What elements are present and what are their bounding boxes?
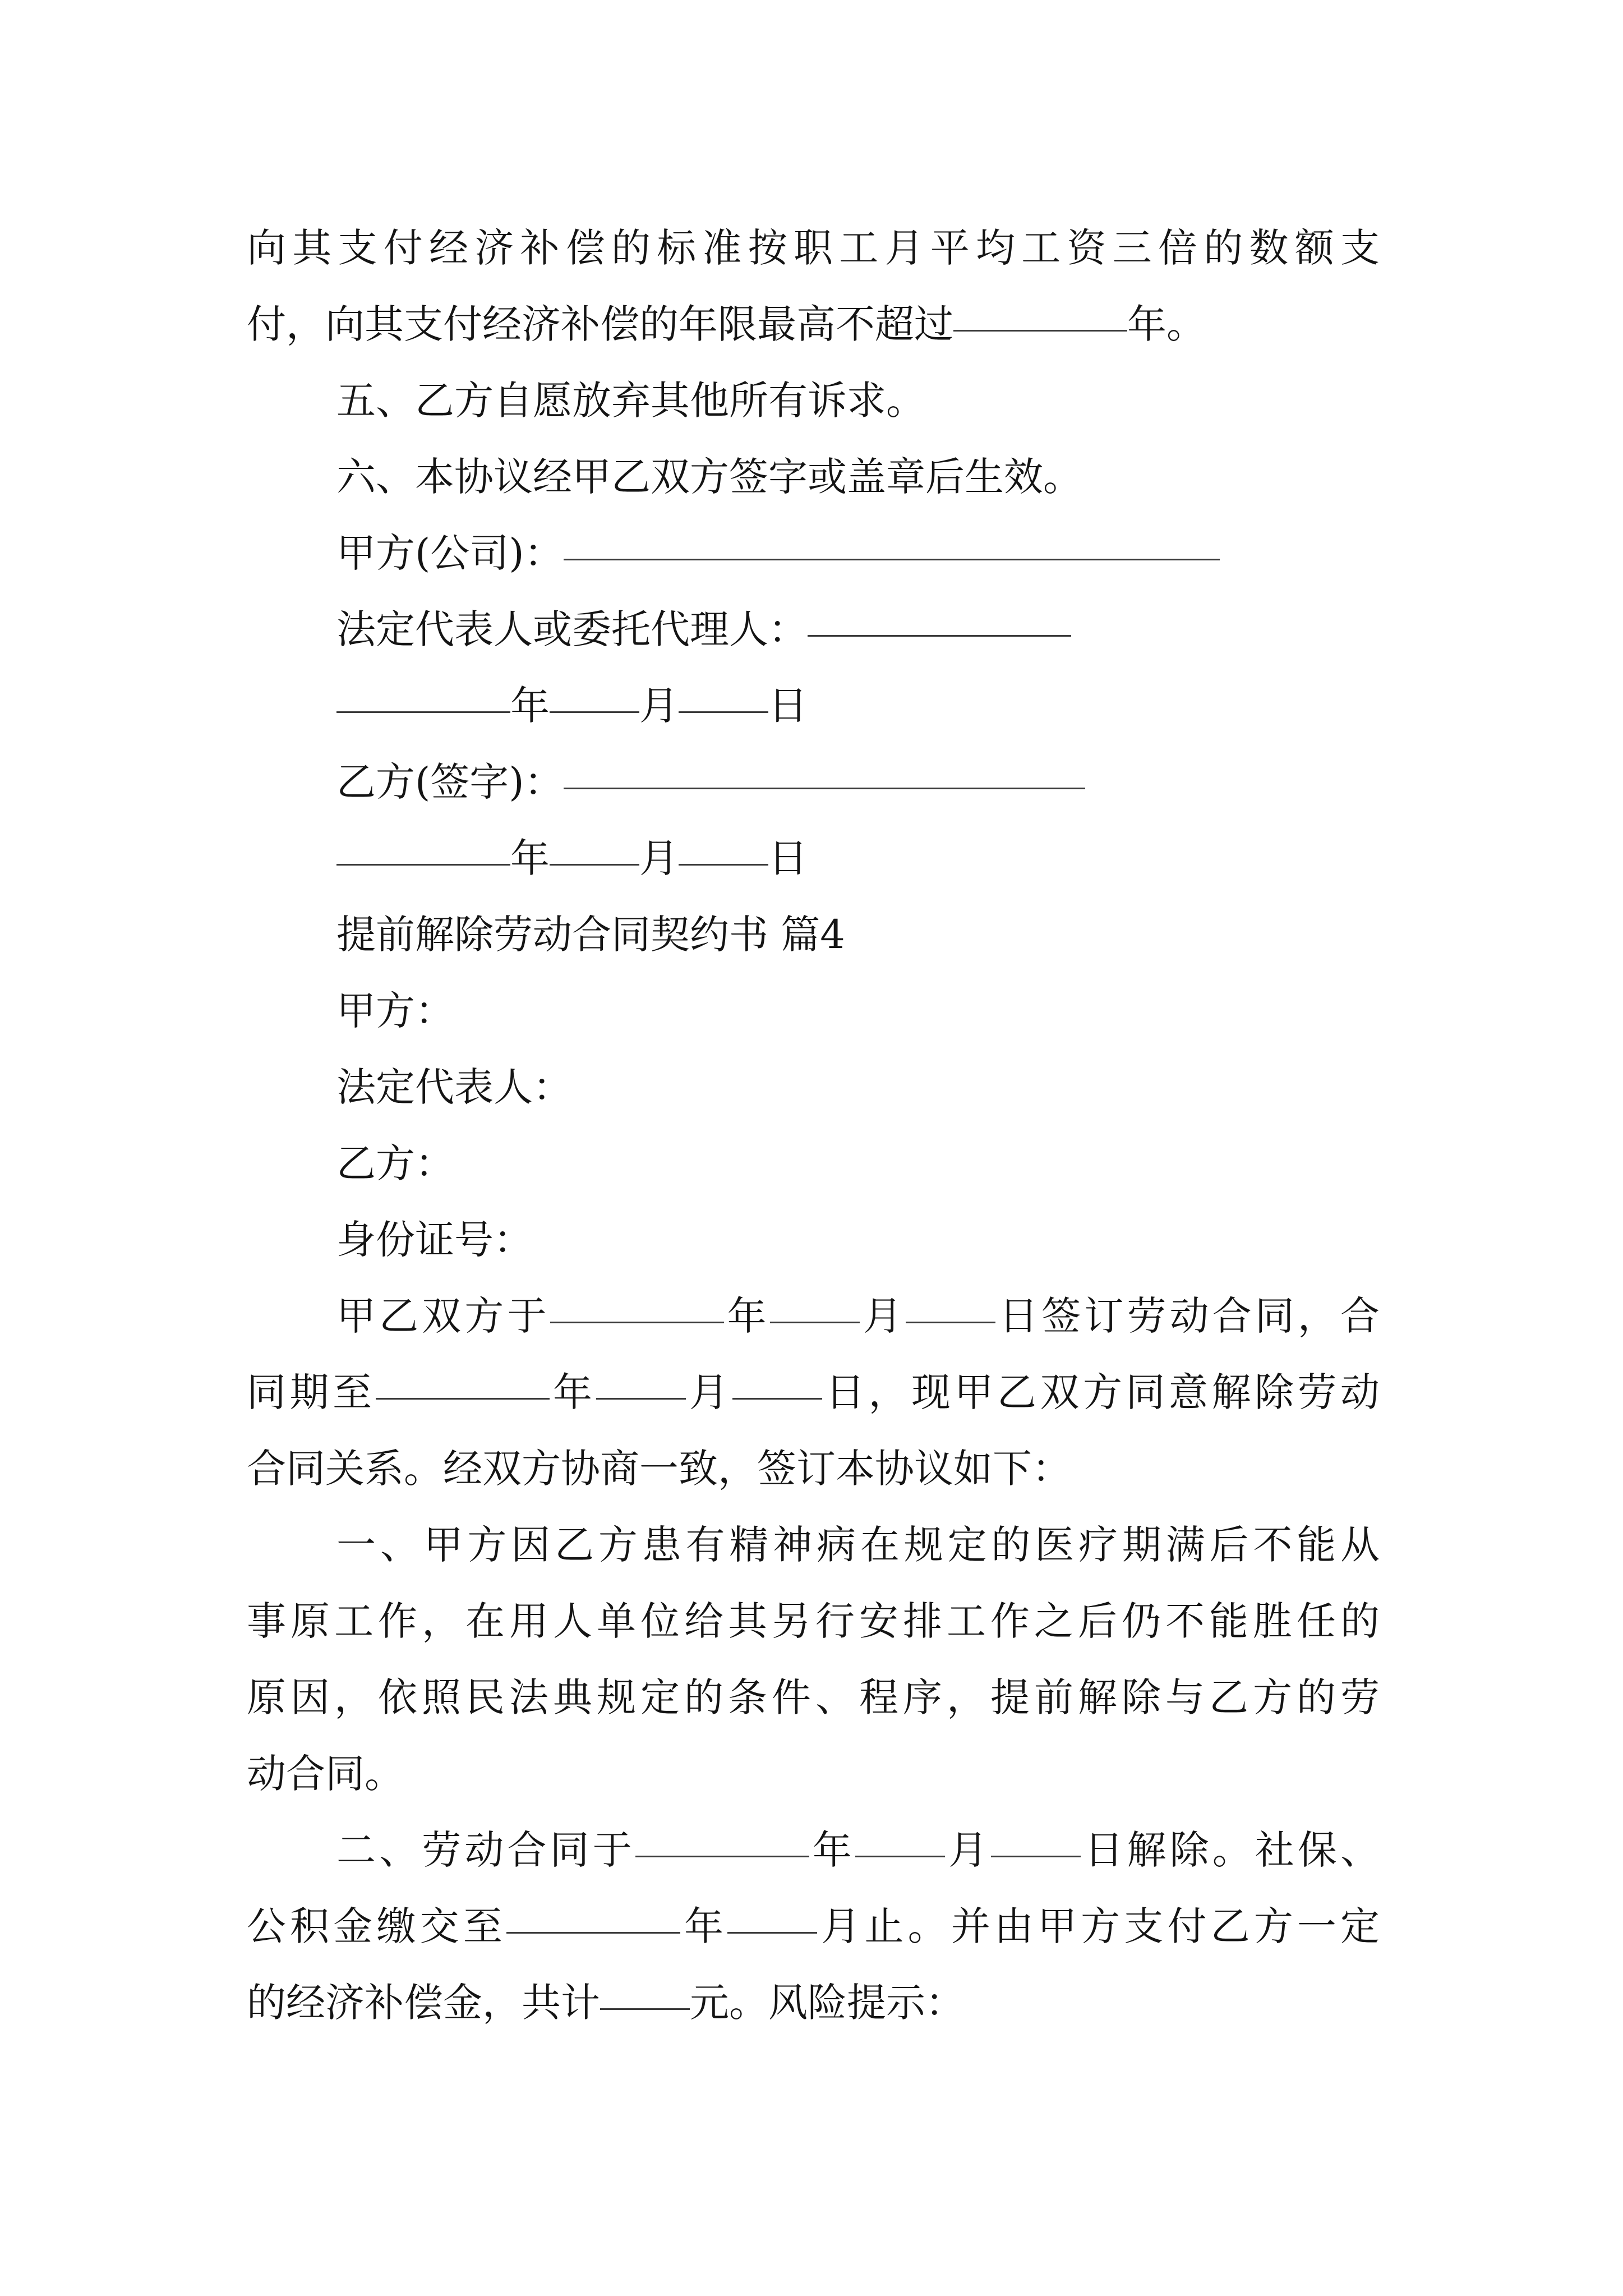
paragraph-line: 付，向其支付经济补偿的年限最高不超过 年。 <box>247 286 1380 362</box>
blank-underline <box>600 1964 690 2010</box>
blank-underline <box>376 1354 550 1400</box>
signature-line-representative: 法定代表人或委托代理人： <box>336 591 1380 668</box>
blank-underline <box>679 668 768 713</box>
paragraph-line: 合同关系。经双方协商一致，签订本协议如下： <box>247 1446 1071 1492</box>
date-line: 年 月 日 <box>336 820 1380 896</box>
field-label: 身份证号： <box>336 1217 533 1263</box>
paragraph-line: 甲乙双方于 年 月 日签订劳动合同，合 <box>336 1278 1380 1354</box>
blank-underline <box>953 286 1127 332</box>
blank-underline <box>727 1888 817 1934</box>
blank-underline <box>564 744 1085 789</box>
blank-underline <box>336 668 510 713</box>
blank-underline <box>596 1354 686 1400</box>
blank-underline <box>855 1812 945 1857</box>
signature-line-party-b: 乙方(签字)： <box>336 744 1380 820</box>
blank-underline <box>991 1812 1081 1857</box>
field-label: 法定代表人： <box>336 1064 572 1110</box>
paragraph-line: 一、甲方因乙方患有精神病在规定的医疗期满后不能从 <box>336 1522 1380 1568</box>
blank-underline <box>732 1354 822 1400</box>
blank-underline <box>770 1278 860 1323</box>
paragraph-line: 原因，依照民法典规定的条件、程序，提前解除与乙方的劳 <box>247 1674 1380 1720</box>
blank-underline <box>336 820 510 866</box>
blank-underline <box>635 1812 809 1857</box>
paragraph-line: 动合同。 <box>247 1751 404 1797</box>
field-label: 乙方： <box>336 1140 454 1186</box>
blank-underline <box>550 820 639 866</box>
signature-line-company: 甲方(公司)： <box>336 515 1380 591</box>
paragraph-line: 六、本协议经甲乙双方签字或盖章后生效。 <box>336 454 1082 500</box>
date-line: 年 月 日 <box>336 668 1380 744</box>
blank-underline <box>906 1278 995 1323</box>
blank-underline <box>550 1278 724 1323</box>
field-label: 甲方： <box>336 988 454 1034</box>
paragraph-line: 向其支付经济补偿的标准按职工月平均工资三倍的数额支 <box>247 225 1380 271</box>
paragraph-line: 公积金缴交至 年 月止。并由甲方支付乙方一定 <box>247 1888 1380 1964</box>
blank-underline <box>506 1888 680 1934</box>
blank-underline <box>679 820 768 866</box>
section-heading: 提前解除劳动合同契约书 篇4 <box>336 912 845 958</box>
paragraph-line: 五、乙方自愿放弃其他所有诉求。 <box>336 378 925 424</box>
blank-underline <box>564 515 1220 560</box>
blank-underline <box>550 668 639 713</box>
blank-underline <box>808 591 1071 637</box>
paragraph-line: 二、劳动合同于 年 月 日解除。社保、 <box>336 1812 1380 1888</box>
paragraph-line: 事原工作，在用人单位给其另行安排工作之后仍不能胜任的 <box>247 1598 1380 1644</box>
paragraph-line: 的经济补偿金，共计 元。风险提示： <box>247 1964 1380 2041</box>
paragraph-line: 同期至 年 月 日，现甲乙双方同意解除劳动 <box>247 1354 1380 1430</box>
